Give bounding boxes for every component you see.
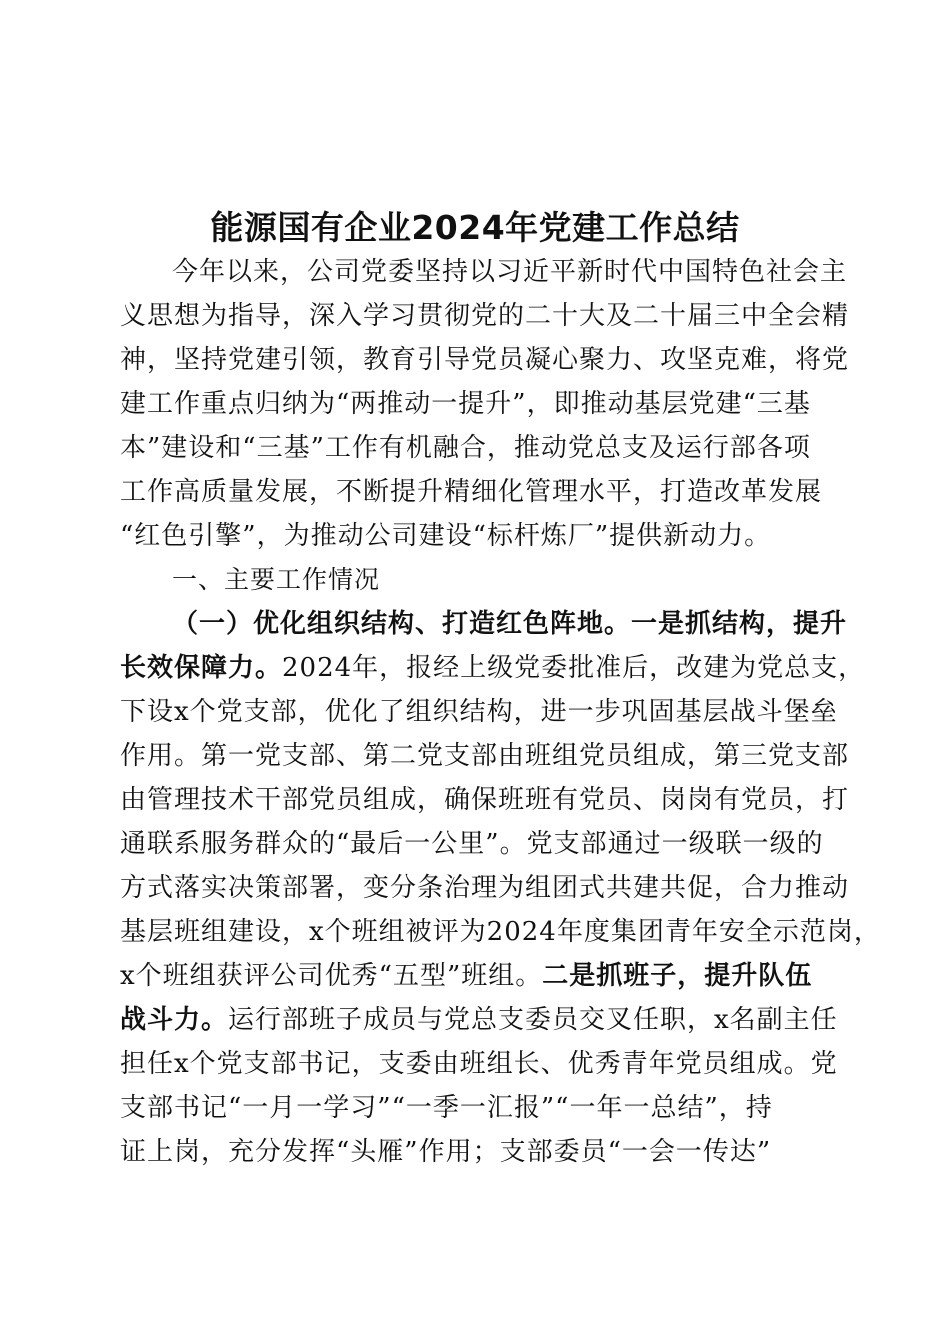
paragraph-line: 基层班组建设，x个班组被评为2024年度集团青年安全示范岗， <box>120 917 881 947</box>
paragraph-line: 作用。第一党支部、第二党支部由班组党员组成，第三党支部 <box>120 741 850 771</box>
paragraph-line: 下设x个党支部，优化了组织结构，进一步巩固基层战斗堡垒 <box>120 697 838 727</box>
intro-line: 义思想为指导，深入学习贯彻党的二十大及二十届三中全会精 <box>120 301 850 331</box>
paragraph-line: 通联系服务群众的“最后一公里”。党支部通过一级联一级的 <box>120 829 824 859</box>
intro-line: “红色引擎”，为推动公司建设“标杆炼厂”提供新动力。 <box>120 521 772 551</box>
normal-text: x个班组获评公司优秀“五型”班组。 <box>120 961 543 991</box>
paragraph-line: 担任x个党支部书记，支委由班组长、优秀青年党员组成。党 <box>120 1049 838 1079</box>
intro-line: 今年以来，公司党委坚持以习近平新时代中国特色社会主 <box>172 257 848 287</box>
paragraph-line: 证上岗，充分发挥“头雁”作用；支部委员“一会一传达” <box>120 1137 772 1167</box>
bold-phrase: 战斗力。 <box>120 1005 229 1035</box>
intro-line: 建工作重点归纳为“两推动一提升”，即推动基层党建“三基 <box>120 389 811 419</box>
section-heading: 一、主要工作情况 <box>172 565 381 594</box>
intro-line: 神，坚持党建引领，教育引导党员凝心聚力、攻坚克难，将党 <box>120 345 850 375</box>
intro-line: 工作高质量发展，不断提升精细化管理水平，打造改革发展 <box>120 477 823 507</box>
paragraph-line: 支部书记“一月一学习”“一季一汇报”“一年一总结”，持 <box>120 1093 773 1123</box>
document-title: 能源国有企业2024年党建工作总结 <box>210 208 740 247</box>
paragraph-line <box>120 646 866 690</box>
bold-phrase: 长效保障力。 <box>120 653 283 683</box>
normal-text: 运行部班子成员与党总支委员交叉任职，x名副主任 <box>228 1005 838 1035</box>
paragraph-line <box>120 998 838 1042</box>
paragraph-line: 方式落实决策部署，变分条治理为组团式共建共促，合力推动 <box>120 873 850 903</box>
intro-line: 本”建设和“三基”工作有机融合，推动党总支及运行部各项 <box>120 433 811 463</box>
bold-phrase: 二是抓班子，提升队伍 <box>542 961 813 991</box>
sub-heading: （一）优化组织结构、打造红色阵地。一是抓结构，提升 <box>172 609 848 639</box>
paragraph-line: 由管理技术干部党员组成，确保班班有党员、岗岗有党员，打 <box>120 785 850 815</box>
paragraph-line <box>120 954 832 998</box>
normal-text: 2024年，报经上级党委批准后，改建为党总支， <box>282 653 866 683</box>
